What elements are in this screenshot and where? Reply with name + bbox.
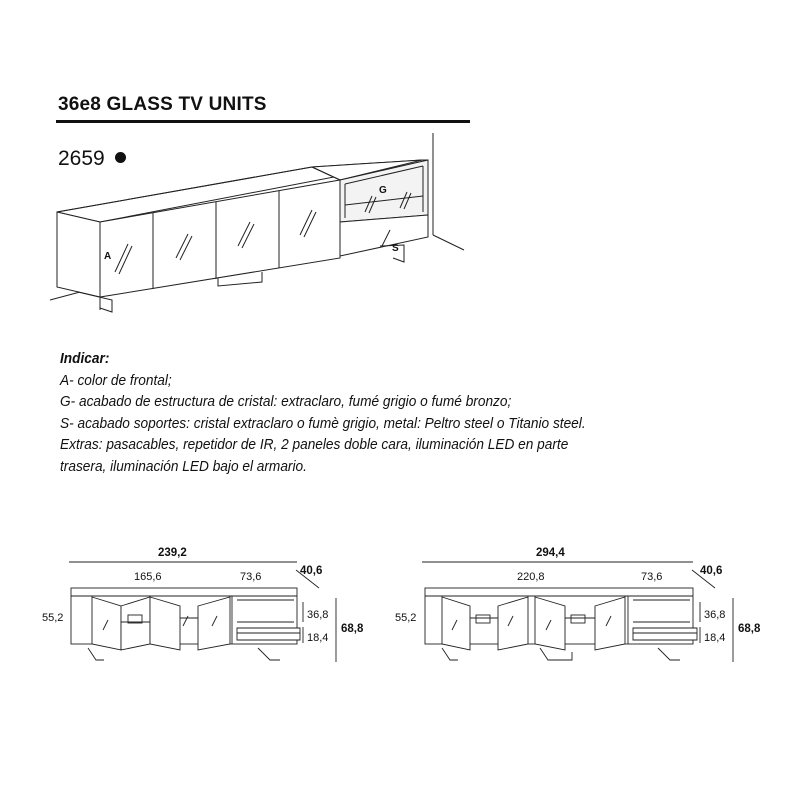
lower-height-label: 18,4 xyxy=(704,632,726,644)
depth-label: 40,6 xyxy=(300,565,323,577)
left-height-label: 55,2 xyxy=(395,612,417,624)
notes-line: S- acabado soportes: cristal extraclaro o fumè grigio, metal: Peltro steel o Titanio steel. xyxy=(60,414,586,432)
total-width-label: 294,4 xyxy=(536,547,565,559)
notes-line: trasera, iluminación LED bajo el armario. xyxy=(60,457,307,475)
notes-heading: Indicar: xyxy=(60,350,110,367)
total-width-label: 239,2 xyxy=(158,547,187,559)
page-title: 36e8 GLASS TV UNITS xyxy=(58,94,267,115)
label-g: G xyxy=(379,185,387,196)
product-code-text: 2659 xyxy=(58,147,105,170)
notes-line: G- acabado de estructura de cristal: extraclaro, fumé grigio o fumé bronzo; xyxy=(60,393,512,410)
right-width-label: 73,6 xyxy=(641,571,663,583)
notes-line: Extras: pasacables, repetidor de IR, 2 paneles doble cara, iluminación LED en parte xyxy=(60,436,569,453)
left-width-label: 165,6 xyxy=(134,571,162,583)
depth-label: 40,6 xyxy=(700,565,723,577)
label-a: A xyxy=(104,251,112,262)
total-height-label: 68,8 xyxy=(341,623,364,635)
right-width-label: 73,6 xyxy=(240,571,262,583)
notes-line: A- color de frontal; xyxy=(60,371,172,389)
upper-height-label: 36,8 xyxy=(307,609,329,621)
upper-height-label: 36,8 xyxy=(704,609,726,621)
left-width-label: 220,8 xyxy=(517,571,545,583)
total-height-label: 68,8 xyxy=(738,623,761,635)
left-height-label: 55,2 xyxy=(42,612,64,624)
label-s: S xyxy=(392,243,399,254)
lower-height-label: 18,4 xyxy=(307,632,329,644)
